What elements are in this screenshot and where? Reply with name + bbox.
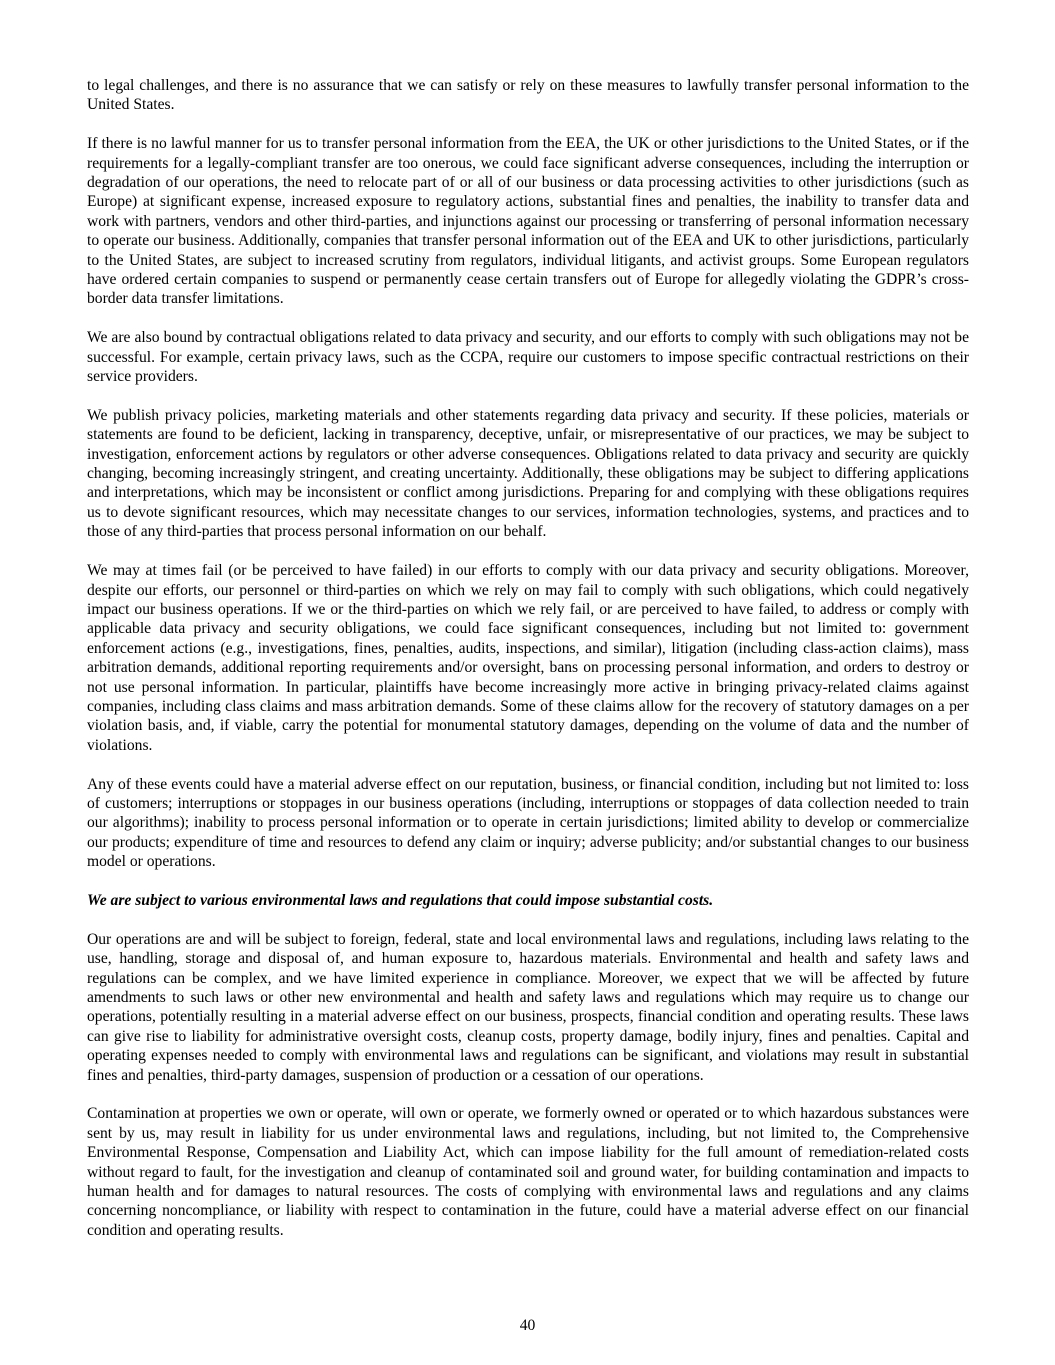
paragraph-privacy-policies: We publish privacy policies, marketing materials and other statements regarding data privacy and security. If these policies, materials or statements are found to be deficient, lacking in transparency, deceptive, unfair, or misrepresentative of our practices, we may be subject to investigation, enforcement actions by regulators or other adverse consequences. Obligations related to data privacy and security are quickly changing, becoming increasingly stringent, and creating uncertainty. Additionally, these obligations may be subject to differing applications and interpretations, which may be inconsistent or conflict among jurisdictions. Preparing for and complying with these obligations requires us to devote significant resources, which may necessitate changes to our services, information technologies, systems, and practices and to those of any third-parties that process personal information on our behalf. bbox=[87, 406, 969, 541]
page-number: 40 bbox=[519, 1317, 536, 1334]
paragraph-compliance-failure: We may at times fail (or be perceived to have failed) in our efforts to comply with our data privacy and security obligations. Moreover, despite our efforts, our personnel or third-parties on which we rely on may fail to comply with such obligations, which could negatively impact our business operations. If we or the third-parties on which we rely fail, or are perceived to have failed, to address or comply with applicable data privacy and security obligations, we could face significant consequences, including but not limited to: government enforcement actions (e.g., investigations, fines, penalties, audits, inspections, and similar), litigation (including class-action claims), mass arbitration demands, additional reporting requirements and/or oversight, bans on processing personal information, and orders to destroy or not use personal information. In particular, plaintiffs have become increasingly more active in bringing privacy-related claims against companies, including class claims and mass arbitration demands. Some of these claims allow for the recovery of statutory damages on a per violation basis, and, if viable, carry the potential for monumental statutory damages, depending on the volume of data and the number of violations. bbox=[87, 562, 969, 754]
paragraph-contamination: Contamination at properties we own or operate, will own or operate, we formerly owned or operated or to which hazardous substances were sent by us, may result in liability for us under environmental laws and regulations, including, but not limited to, the Comprehensive Environmental Response, Compensation and Liability Act, which can impose liability for the full amount of remediation-related costs without regard to fault, for the investigation and cleanup of contaminated soil and ground water, for building contamination and impacts to human health and for damages to natural resources. The costs of complying with environmental laws and regulations and any claims concerning noncompliance, or liability with respect to contamination in the future, could have a material adverse effect on our financial condition and operating results. bbox=[87, 1105, 969, 1239]
body-text bbox=[87, 76, 969, 1260]
paragraph-environmental-laws: Our operations are and will be subject to foreign, federal, state and local environmental laws and regulations, including laws relating to the use, handling, storage and disposal of, and human exposure to, hazardous materials. Environmental and health and safety laws and regulations can be complex, and we have limited experience in compliance. Moreover, we expect that we will be affected by future amendments to such laws or other new environmental and health and safety laws and regulations which may require us to change our operations, potentially resulting in a material adverse effect on our business, prospects, financial condition and operating results. These laws can give rise to liability for administrative oversight costs, cleanup costs, property damage, bodily injury, fines and penalties. Capital and operating expenses needed to comply with environmental laws and regulations can be significant, and violations may result in substantial fines and penalties, third-party damages, suspension of production or a cessation of our operations. bbox=[87, 930, 969, 1084]
paragraph-transfer-challenges: to legal challenges, and there is no assurance that we can satisfy or rely on these measures to lawfully transfer personal information to the United States. bbox=[87, 77, 969, 114]
paragraph-contractual-obligations: We are also bound by contractual obligations related to data privacy and security, and our efforts to comply with such obligations may not be successful. For example, certain privacy laws, such as the CCPA, require our customers to impose specific contractual restrictions on their service providers. bbox=[87, 329, 969, 386]
paragraph-adverse-effects: Any of these events could have a material adverse effect on our reputation, business, or financial condition, including but not limited to: loss of customers; interruptions or stoppages in our business operations (including, interruptions or stoppages of data collection needed to train our algorithms); inability to process personal information or to operate in certain jurisdictions; limited ability to develop or commercialize our products; expenditure of time and resources to defend any claim or inquiry; adverse publicity; and/or substantial changes to our business model or operations. bbox=[87, 775, 969, 871]
paragraph-lawful-transfer: If there is no lawful manner for us to transfer personal information from the EEA, the UK or other jurisdictions to the United States, or if the requirements for a legally-compliant transfer are too onerous, we could face significant adverse consequences, including the interruption or degradation of our operations, the need to relocate part of or all of our business or data processing activities to other jurisdictions (such as Europe) at significant expense, increased exposure to regulatory actions, substantial fines and penalties, the inability to transfer data and work with partners, vendors and other third-parties, and injunctions against our processing or transferring of personal information necessary to operate our business. Additionally, companies that transfer personal information out of the EEA and UK to other jurisdictions, particularly to the United States, are subject to increased scrutiny from regulators, individual litigants, and activist groups. Some European regulators have ordered certain companies to suspend or permanently cease certain transfers out of Europe for allegedly violating the GDPR’s cross-border data transfer limitations. bbox=[87, 135, 969, 308]
section-heading-environmental: We are subject to various environmental laws and regulations that could impose substantial costs. bbox=[87, 891, 714, 909]
